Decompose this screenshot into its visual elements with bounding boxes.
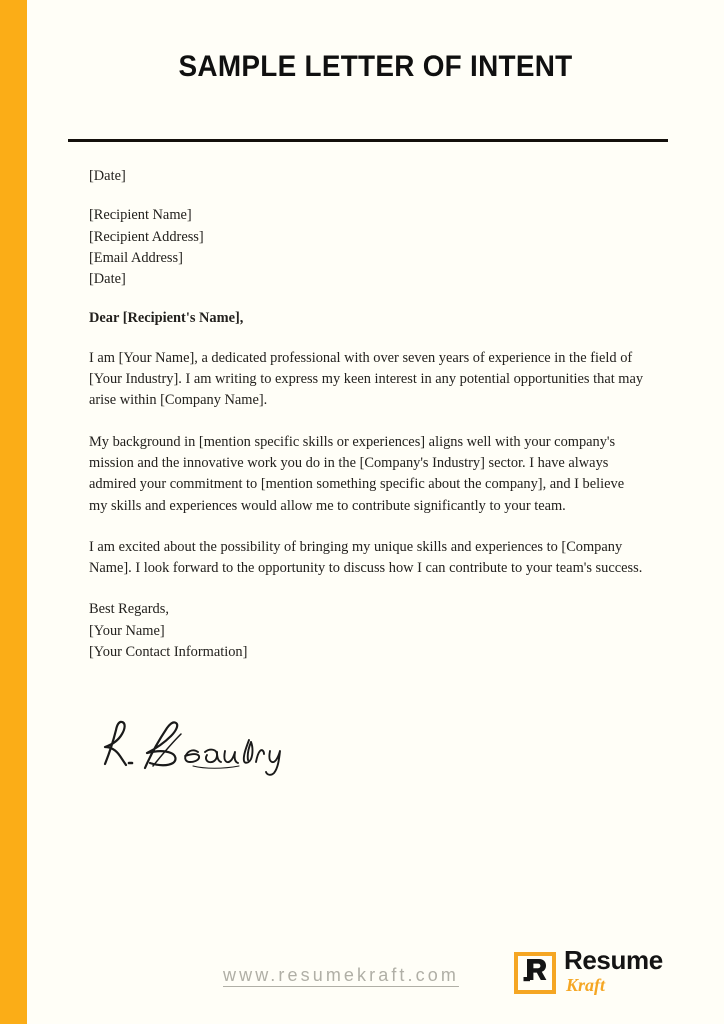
left-accent-bar <box>0 0 27 1024</box>
recipient-email: [Email Address] <box>89 249 183 266</box>
logo-text <box>564 946 694 995</box>
recipient-address: [Recipient Address] <box>89 228 204 245</box>
recipient-date: [Date] <box>89 271 126 288</box>
closing-block <box>89 599 645 663</box>
logo-brand-sub: Kraft <box>566 975 606 995</box>
paragraph-1: I am [Your Name], a dedicated professional with over seven years of experience in the field of [Your Industry]. I am writing to express my keen interest in any potential opportunities that may arise within [Company Name]. <box>89 349 644 409</box>
signature <box>93 716 323 776</box>
page-title: SAMPLE LETTER OF INTENT <box>178 50 573 83</box>
recipient-name: [Recipient Name] <box>89 207 192 224</box>
closing-salutation: Best Regards, <box>89 601 169 618</box>
date-top-block <box>89 166 645 187</box>
resumekraft-logo[interactable] <box>514 946 694 1004</box>
sender-name: [Your Name] <box>89 622 165 639</box>
title-divider <box>68 139 668 142</box>
website-link[interactable]: www.resumekraft.com <box>223 965 459 985</box>
paragraph-3: I am excited about the possibility of bringing my unique skills and experiences to [Company Name]. I look forward to the opportunity to discuss how I can contribute to your team's success. <box>89 538 643 577</box>
page-footer <box>27 946 724 1024</box>
salutation: Dear [Recipient's Name], <box>89 310 244 327</box>
sender-contact: [Your Contact Information] <box>89 644 248 661</box>
page-content <box>27 0 724 1024</box>
date-top: [Date] <box>89 168 126 184</box>
recipient-block <box>89 205 645 290</box>
paragraph-2: My background in [mention specific skills or experiences] aligns well with your company's mission and the innovative work you do in the [Company's Industry] sector. I have always admired your commitment to [mention something specific about the company], and I believe my skills and experiences would allow me to contribute significantly to your team. <box>89 433 625 514</box>
logo-brand-name: Resume <box>564 945 663 975</box>
letter-body <box>89 166 645 663</box>
logo-mark-icon <box>514 952 556 994</box>
